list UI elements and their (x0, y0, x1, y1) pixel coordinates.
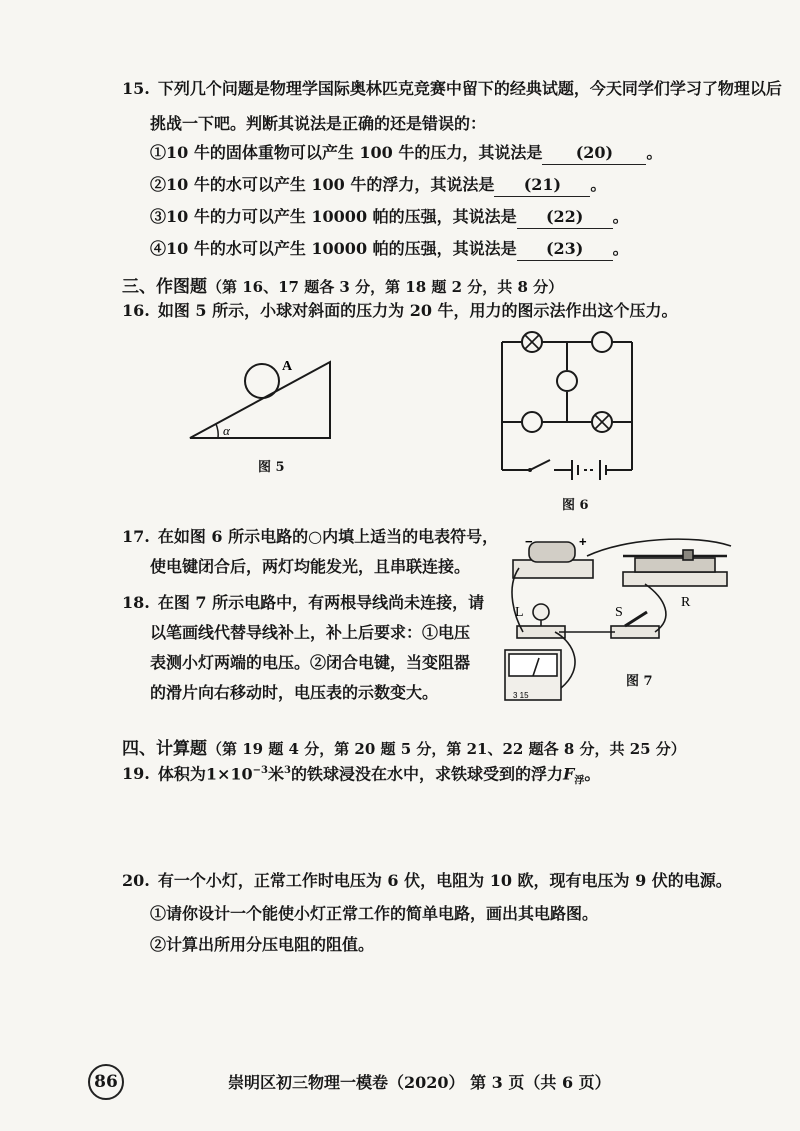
switch-label-s: S (615, 605, 623, 620)
rheostat-coil (635, 558, 715, 572)
q15-item-3-text: ③10 牛的力可以产生 10000 帕的压强，其说法是 (150, 207, 517, 226)
battery-minus-label: − (525, 534, 533, 549)
q20-line1 (122, 870, 732, 892)
q20-item2: ②计算出所用分压电阻的阻值。 (150, 935, 375, 954)
incline-triangle (190, 362, 330, 438)
q15-item-3-end: 。 (612, 207, 629, 226)
q15-answer-blank-23[interactable]: (23) (517, 238, 613, 261)
q18-line2: 以笔画线代替导线补上，补上后要求：①电压 (150, 623, 471, 642)
figure-7-caption: 图 7 (626, 674, 653, 689)
q15-item-3 (150, 206, 629, 229)
q19-force-subscript: 浮 (574, 775, 585, 787)
angle-arc (216, 424, 218, 438)
figure-6-circuit (492, 330, 642, 480)
ball-label-a: A (282, 359, 293, 374)
page-number-badge: 86 (88, 1064, 124, 1100)
q15-item-1 (150, 142, 662, 165)
q18-number: 18. (122, 593, 150, 612)
figure-7-apparatus (495, 528, 745, 708)
q15-text-line1: 下列几个问题是物理学国际奥林匹克竞赛中留下的经典试题，今天同学们学习了物理以后 (157, 79, 782, 98)
section-4-note: （第 19 题 4 分，第 20 题 5 分，第 21、22 题各 8 分，共 25 分） (207, 740, 686, 758)
angle-label-alpha: α (223, 423, 230, 438)
q17-line2: 使电键闭合后，两灯均能发光，且串联连接。 (150, 557, 471, 576)
wire-battery-to-rheostat (587, 539, 731, 556)
q15-line2: 挑战一下吧。判断其说法是正确的还是错误的： (150, 114, 487, 133)
q20-number: 20. (122, 871, 150, 890)
meter-slot-top-right[interactable] (592, 332, 612, 352)
voltmeter-terminal-labels: 3 15 (513, 691, 529, 700)
q15-answer-blank-21[interactable]: (21) (494, 174, 590, 197)
lamp-base (517, 626, 565, 638)
q19-unit: 米 (268, 764, 285, 784)
wire-switch-to-rheostat (645, 584, 666, 632)
q19-line (122, 760, 600, 793)
section-3-title: 三、作图题 (122, 277, 207, 297)
switch-lever[interactable] (625, 612, 647, 626)
q19-volume-value: 1×10 (205, 764, 253, 784)
section-4-title: 四、计算题 (122, 739, 207, 759)
switch-base (611, 626, 659, 638)
rheostat-slider[interactable] (683, 550, 693, 560)
q18-line4: 的滑片向右移动时，电压表的示数变大。 (150, 683, 439, 702)
battery-cell (529, 542, 575, 562)
q18-line1 (122, 592, 484, 614)
q19-force-symbol: F (563, 764, 575, 784)
q15-number: 15. (122, 79, 150, 98)
section-4-heading (122, 734, 686, 759)
q15-answer-blank-20[interactable]: (20) (542, 142, 646, 165)
q15-item-4 (150, 238, 629, 261)
q15-item-4-end: 。 (612, 239, 629, 258)
q17-text-line1: 在如图 6 所示电路的○内填上适当的电表符号， (157, 527, 499, 546)
q15-item-2 (150, 174, 606, 197)
q19-volume-exponent: −3 (252, 765, 269, 776)
figure-5-caption: 图 5 (258, 460, 285, 475)
q19-post: 的铁球浸没在水中，求铁球受到的浮力 (291, 764, 564, 784)
meter-slot-bottom-left[interactable] (522, 412, 542, 432)
rheostat-base (623, 572, 727, 586)
q19-unit-exponent: 3 (284, 765, 291, 776)
figure-5-incline (180, 350, 340, 445)
q16-line (122, 300, 678, 322)
q18-line3: 表测小灯两端的电压。②闭合电键，当变阻器 (150, 653, 471, 672)
q18-text-line1: 在图 7 所示电路中，有两根导线尚未连接，请 (157, 593, 485, 612)
rheostat-label-r: R (681, 595, 691, 610)
q15-item-1-text: ①10 牛的固体重物可以产生 100 牛的压力，其说法是 (150, 143, 543, 162)
q16-text: 如图 5 所示，小球对斜面的压力为 20 牛，用力的图示法作出这个压力。 (157, 301, 678, 320)
lamp-bulb (533, 604, 549, 620)
ball-circle (245, 364, 279, 398)
q15-answer-blank-22[interactable]: (22) (517, 206, 613, 229)
lamp-label-l: L (515, 605, 524, 620)
section-3-heading (122, 272, 563, 297)
q19-pre: 体积为 (157, 764, 206, 784)
q16-number: 16. (122, 301, 150, 320)
voltmeter-dial (509, 654, 557, 676)
q15-line1 (122, 78, 782, 100)
q15-item-2-text: ②10 牛的水可以产生 100 牛的浮力，其说法是 (150, 175, 495, 194)
meter-slot-middle[interactable] (557, 371, 577, 391)
q19-end: 。 (584, 764, 601, 784)
q19-number: 19. (122, 764, 150, 784)
section-3-note: （第 16、17 题各 3 分，第 18 题 2 分，共 8 分） (207, 278, 564, 296)
q15-item-2-end: 。 (590, 175, 607, 194)
battery-plus-label: + (579, 534, 587, 549)
q17-number: 17. (122, 527, 150, 546)
q20-text-line1: 有一个小灯，正常工作时电压为 6 伏，电阻为 10 欧，现有电压为 9 伏的电源。 (157, 871, 732, 890)
page-footer: 崇明区初三物理一模卷（2020） 第 3 页（共 6 页） (228, 1073, 611, 1092)
q17-line1 (122, 526, 498, 548)
q15-item-1-end: 。 (646, 143, 663, 162)
q15-item-4-text: ④10 牛的水可以产生 10000 帕的压强，其说法是 (150, 239, 517, 258)
figure-6-caption: 图 6 (562, 498, 589, 513)
q20-item1: ①请你设计一个能使小灯正常工作的简单电路，画出其电路图。 (150, 904, 599, 923)
